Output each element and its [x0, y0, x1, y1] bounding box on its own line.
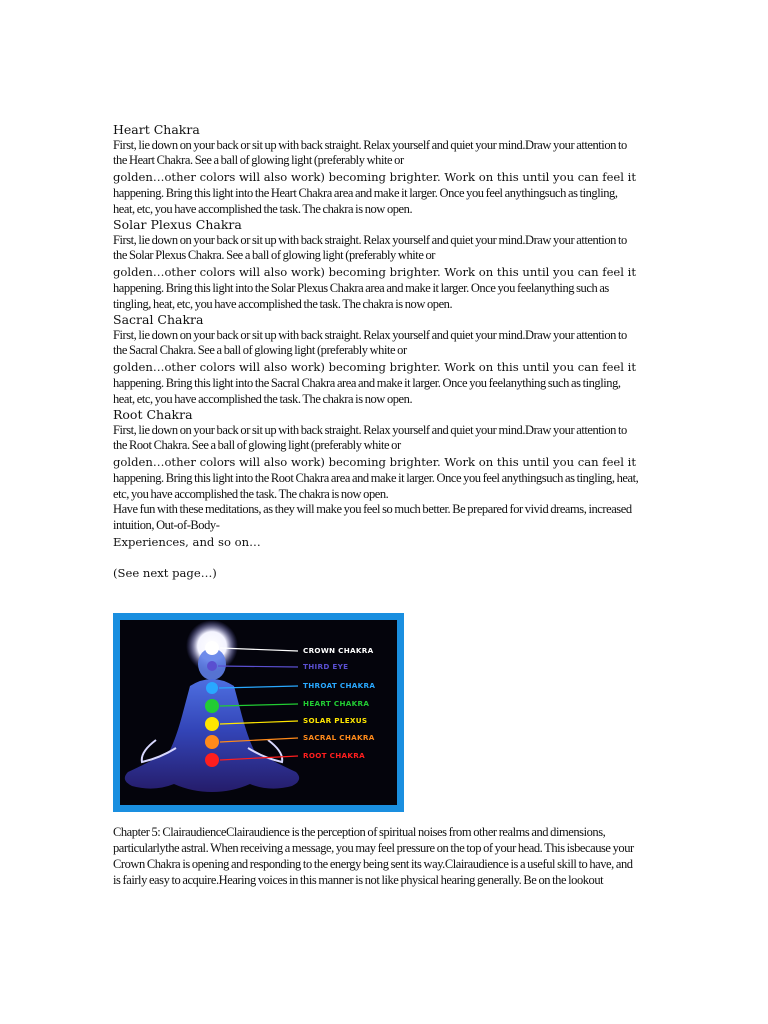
paragraph-line: golden…other colors will also work) becoming brighter. Work on this until you can feel it: [113, 170, 637, 184]
chakra-label-list: [303, 620, 403, 805]
paragraph-line: particularlythe astral. When receiving a message, you may feel pressure on the top of your head. This isbecause your: [113, 841, 634, 855]
chakra-label: THROAT CHAKRA: [303, 681, 376, 690]
chakra-figure-background: [120, 620, 397, 805]
chakra-label: SACRAL CHAKRA: [303, 733, 375, 742]
chakra-label: CROWN CHAKRA: [303, 646, 374, 655]
paragraph-line: First, lie down on your back or sit up with back straight. Relax yourself and quiet your mind.Draw your attention to: [113, 233, 627, 247]
paragraph-line: golden…other colors will also work) becoming brighter. Work on this until you can feel it: [113, 360, 637, 374]
chakra-label: THIRD EYE: [303, 662, 349, 671]
paragraph-line: golden…other colors will also work) becoming brighter. Work on this until you can feel it: [113, 455, 637, 469]
section-heading: Solar Plexus Chakra: [113, 217, 242, 232]
section-heading: Root Chakra: [113, 407, 193, 422]
paragraph-line: heat, etc, you have accomplished the task. The chakra is now open.: [113, 202, 413, 216]
chakra-label: ROOT CHAKRA: [303, 751, 365, 760]
paragraph-line: the Sacral Chakra. See a ball of glowing light (preferably white or: [113, 343, 407, 357]
chakra-figure: [113, 613, 404, 812]
paragraph-line: intuition, Out-of-Body-: [113, 518, 220, 532]
paragraph-line: the Root Chakra. See a ball of glowing light (preferably white or: [113, 438, 401, 452]
paragraph-line: Chapter 5: ClairaudienceClairaudience is the perception of spiritual noises from other realms and dimensions,: [113, 825, 606, 839]
paragraph-line: the Solar Plexus Chakra. See a ball of glowing light (preferably white or: [113, 248, 436, 262]
paragraph-line: First, lie down on your back or sit up with back straight. Relax yourself and quiet your mind.Draw your attention to: [113, 138, 627, 152]
paragraph-line: tingling, heat, etc, you have accomplished the task. The chakra is now open.: [113, 297, 453, 311]
paragraph-line: etc, you have accomplished the task. The chakra is now open.: [113, 487, 389, 501]
paragraph-line: golden…other colors will also work) becoming brighter. Work on this until you can feel it: [113, 265, 637, 279]
paragraph-line: Experiences, and so on…: [113, 535, 261, 549]
paragraph-line: happening. Bring this light into the Sacral Chakra area and make it larger. Once you feelanything such as tingling,: [113, 376, 621, 390]
paragraph-line: the Heart Chakra. See a ball of glowing light (preferably white or: [113, 153, 404, 167]
paragraph-line: heat, etc, you have accomplished the task. The chakra is now open.: [113, 392, 413, 406]
paragraph-line: Have fun with these meditations, as they will make you feel so much better. Be prepared for vivid dreams, increased: [113, 502, 632, 516]
paragraph-line: First, lie down on your back or sit up with back straight. Relax yourself and quiet your mind.Draw your attention to: [113, 328, 627, 342]
paragraph-line: happening. Bring this light into the Root Chakra area and make it larger. Once you feel anythingsuch as tingling, heat,: [113, 471, 639, 485]
paragraph-line: is fairly easy to acquire.Hearing voices in this manner is not like physical hearing generally. Be on the lookout: [113, 873, 604, 887]
paragraph-line: happening. Bring this light into the Heart Chakra area and make it larger. Once you feel anythingsuch as tingling,: [113, 186, 618, 200]
paragraph-line: Crown Chakra is opening and responding to the energy being sent its way.Clairaudience is a useful skill to have, and: [113, 857, 633, 871]
chakra-label: SOLAR PLEXUS: [303, 716, 368, 725]
paragraph-line: First, lie down on your back or sit up with back straight. Relax yourself and quiet your mind.Draw your attention to: [113, 423, 627, 437]
paragraph-line: happening. Bring this light into the Solar Plexus Chakra area and make it larger. Once you feelanything such as: [113, 281, 609, 295]
paragraph-line: (See next page…): [113, 566, 217, 580]
chakra-label: HEART CHAKRA: [303, 699, 370, 708]
section-heading: Heart Chakra: [113, 122, 200, 137]
section-heading: Sacral Chakra: [113, 312, 204, 327]
